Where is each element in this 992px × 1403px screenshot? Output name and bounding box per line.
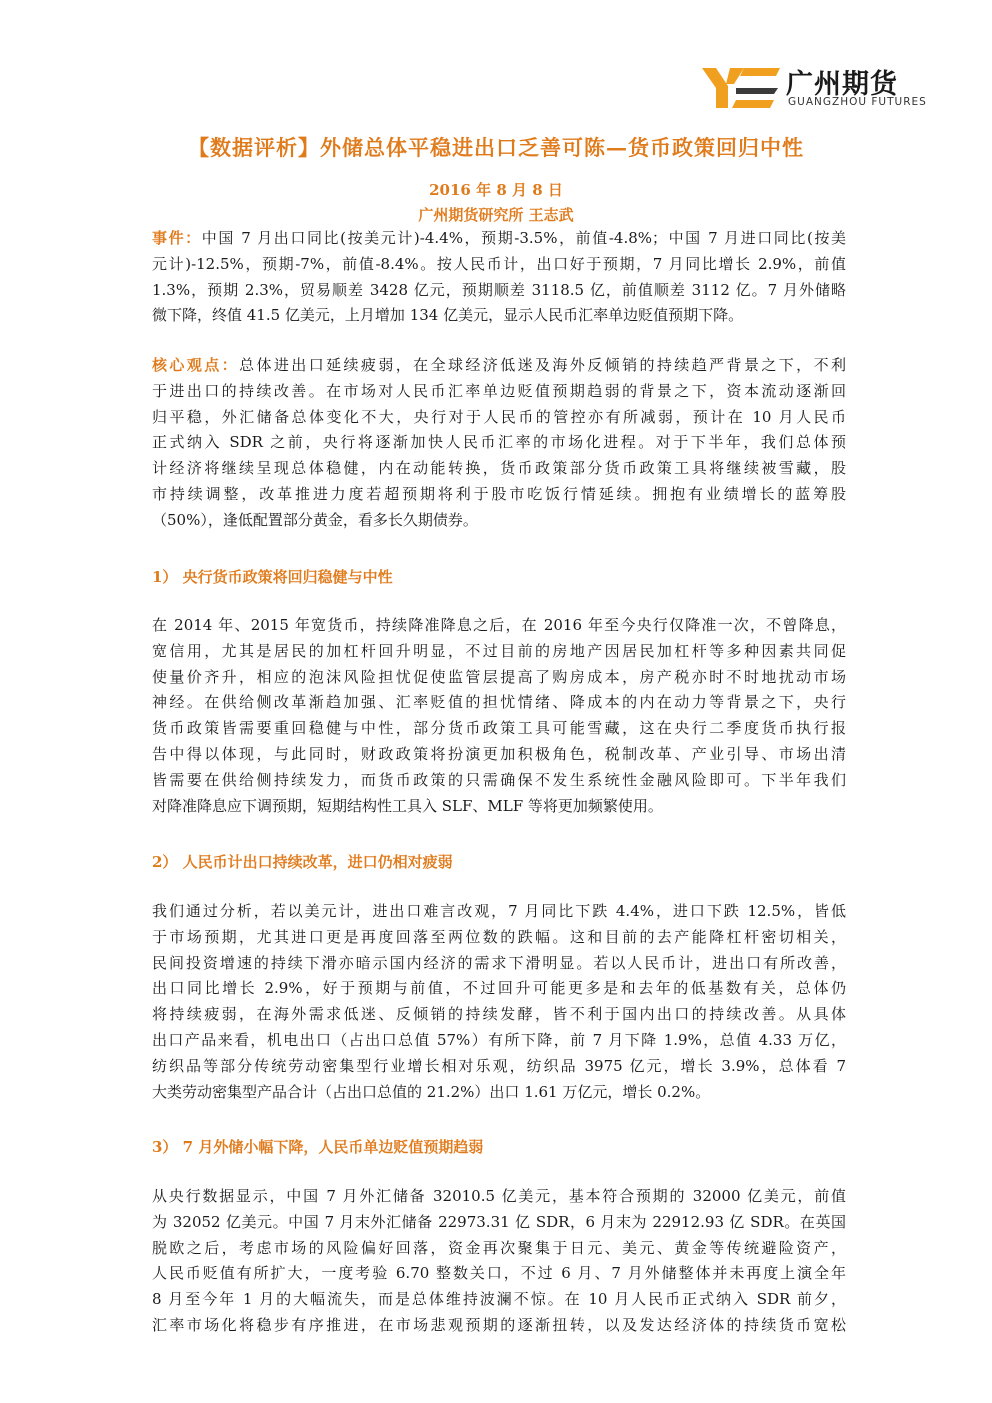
- event-paragraph: [152, 226, 846, 329]
- event-line: 1.3%，预期 2.3%，贸易顺差 3428 亿元，预期顺差 3118.5 亿，前值顺差 3112 亿。7 月外储略: [152, 280, 846, 299]
- report-date: 2016 年 8 月 8 日: [429, 181, 563, 199]
- section-line: 人民币贬值有所扩大，一度考验 6.70 整数关口，不过 6 月、7 月外储整体并未再度上演全年: [152, 1264, 846, 1283]
- section-line: 脱欧之后，考虑市场的风险偏好回落，资金再次聚集于日元、美元、黄金等传统避险资产，: [152, 1238, 846, 1257]
- core-view-paragraph: [152, 353, 846, 534]
- event-line: 元计)-12.5%，预期-7%，前值-8.4%。按人民币计，出口好于预期，7 月同比增长 2.9%，前值: [152, 254, 846, 273]
- section-line: 出口同比增长 2.9%，好于预期与前值，不过回升可能更多是和去年的低基数有关，总体仍: [152, 979, 846, 998]
- section-line: 使量价齐升，相应的泡沫风险担忧促使监管层提高了购房成本，房产税亦时不时地扰动市场: [152, 667, 846, 686]
- section-2-paragraph: [152, 899, 846, 1105]
- core-view-line: （50%），逢低配置部分黄金，看多长久期债券。: [152, 510, 478, 529]
- section-line: 告中得以体现，与此同时，财政政策将扮演更加积极角色，税制改革、产业引导、市场出清: [152, 744, 846, 763]
- company-logo: [700, 62, 930, 112]
- logo-english-name: GUANGZHOU FUTURES: [788, 96, 927, 108]
- section-line: 皆需要在供给侧持续发力，而货币政策的只需确保不发生系统性金融风险即可。下半年我们: [152, 770, 846, 789]
- section-line: 大类劳动密集型产品合计（占出口总值的 21.2%）出口 1.61 万亿元，增长 0.2%。: [152, 1082, 711, 1101]
- report-author: 广州期货研究所 王志武: [418, 206, 574, 224]
- section-line: 于市场预期，尤其进口更是再度回落至两位数的跌幅。这和目前的去产能降杠杆密切相关，: [152, 927, 846, 946]
- section-line: 宽信用，尤其是居民的加杠杆回升明显，不过目前的房地产因居民加杠杆等多种因素共同促: [152, 641, 846, 660]
- core-view-line: 市持续调整，改革推进力度若超预期将利于股市吃饭行情延续。拥抱有业绩增长的蓝筹股: [152, 484, 846, 503]
- core-view-line: 归平稳，外汇储备总体变化不大，央行对于人民币的管控亦有所减弱，预计在 10 月人民币: [152, 407, 846, 426]
- section-1-heading: 1） 央行货币政策将回归稳健与中性: [152, 568, 393, 586]
- section-line: 纺织品等部分传统劳动密集型行业增长相对乐观，纺织品 3975 亿元，增长 3.9%，总体看 7: [152, 1056, 846, 1075]
- section-line: 从央行数据显示，中国 7 月外汇储备 32010.5 亿美元，基本符合预期的 32000 亿美元，前值: [152, 1187, 846, 1205]
- section-line: 我们通过分析，若以美元计，进出口难言改观，7 月同比下跌 4.4%，进口下跌 12.5%，皆低: [152, 902, 846, 920]
- guangzhou-futures-logo-icon: [700, 66, 780, 110]
- core-view-line: 计经济将继续呈现总体稳健，内在动能转换，货币政策部分货币政策工具将继续被雪藏，股: [152, 459, 846, 478]
- section-line: 为 32052 亿美元。中国 7 月末外汇储备 22973.31 亿 SDR，6 月末为 22912.93 亿 SDR。在英国: [152, 1212, 846, 1231]
- core-view-line: 总体进出口延续疲弱，在全球经济低迷及海外反倾销的持续趋严背景之下，不利: [239, 356, 846, 374]
- logo-chinese-name: 广州期货: [786, 69, 898, 100]
- event-line: 中国 7 月出口同比(按美元计)-4.4%，预期-3.5%，前值-4.8%；中国 7 月进口同比(按美: [201, 229, 846, 247]
- section-line: 8 月至今年 1 月的大幅流失，而是总体维持波澜不惊。在 10 月人民币正式纳入 SDR 前夕，: [152, 1290, 846, 1309]
- core-view-line: 于进出口的持续改善。在市场对人民币汇率单边贬值预期趋弱的背景之下，资本流动逐渐回: [152, 381, 846, 400]
- core-view-label: 核心观点：: [152, 356, 240, 374]
- section-1-paragraph: [152, 613, 846, 819]
- section-line: 神经。在供给侧改革渐趋加强、汇率贬值的担忧情绪、降成本的内在动力等背景之下，央行: [152, 693, 846, 712]
- event-line: 微下降，终值 41.5 亿美元，上月增加 134 亿美元，显示人民币汇率单边贬值预期下降。: [152, 306, 744, 325]
- section-line: 将持续疲弱，在海外需求低迷、反倾销的持续发酵，皆不利于国内出口的持续改善。从具体: [152, 1005, 846, 1024]
- section-line: 在 2014 年、2015 年宽货币，持续降准降息之后，在 2016 年至今央行仅降准一次，不曾降息，: [152, 616, 846, 634]
- section-3-heading: 3） 7 月外储小幅下降，人民币单边贬值预期趋弱: [152, 1138, 484, 1156]
- section-2-heading: 2） 人民币计出口持续改革，进口仍相对疲弱: [152, 853, 453, 871]
- section-line: 民间投资增速的持续下滑亦暗示国内经济的需求下滑明显。若以人民币计，进出口有所改善，: [152, 953, 846, 972]
- section-line: 出口产品来看，机电出口（占出口总值 57%）有所下降，前 7 月下降 1.9%，总值 4.33 万亿，: [152, 1030, 846, 1049]
- core-view-line: 正式纳入 SDR 之前，央行将逐渐加快人民币汇率的市场化进程。对于下半年，我们总体预: [152, 433, 846, 452]
- event-label: 事件：: [152, 229, 202, 247]
- section-line: 对降准降息应下调预期，短期结构性工具入 SLF、MLF 等将更加频繁使用。: [152, 796, 663, 815]
- section-line: 货币政策皆需要重回稳健与中性，部分货币政策工具可能雪藏，这在央行二季度货币执行报: [152, 719, 846, 738]
- section-3-paragraph: [152, 1184, 846, 1339]
- report-title: 【数据评析】外储总体平稳进出口乏善可陈—货币政策回归中性: [188, 135, 804, 160]
- section-line: 汇率市场化将稳步有序推进，在市场悲观预期的逐渐扭转，以及发达经济体的持续货币宽松: [152, 1315, 846, 1334]
